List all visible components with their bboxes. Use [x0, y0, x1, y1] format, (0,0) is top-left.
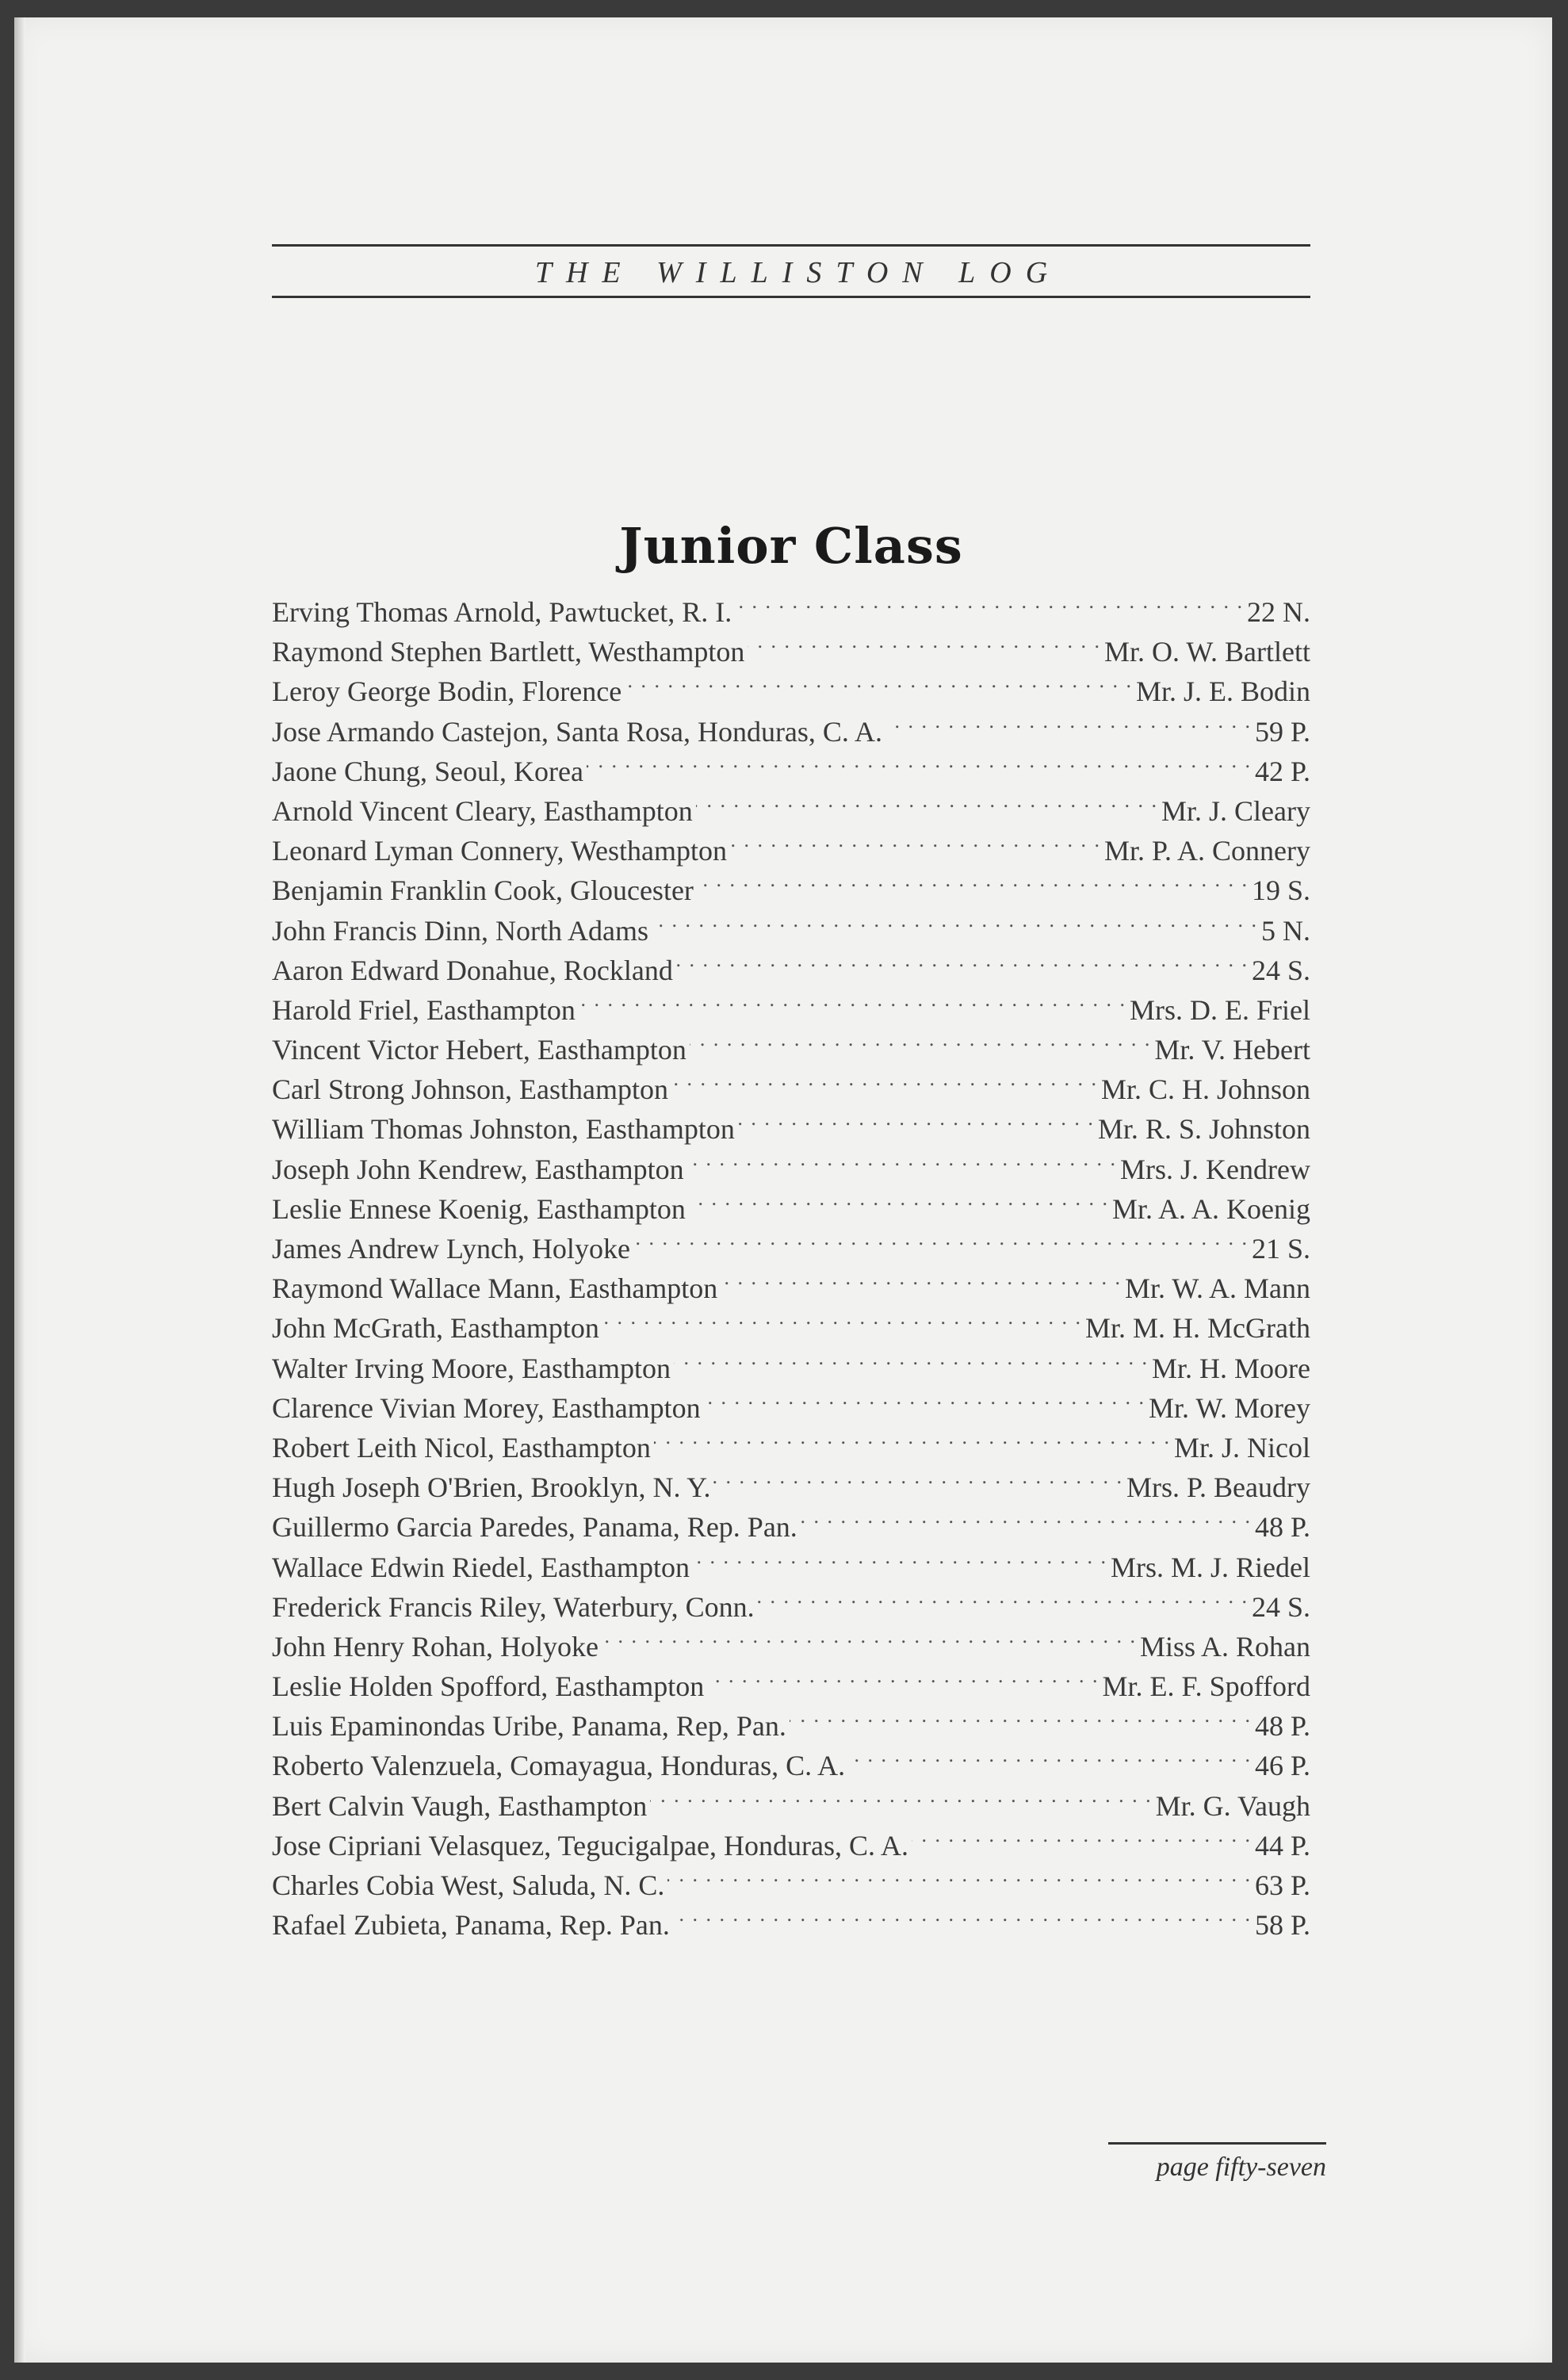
- student-name: Leonard Lyman Connery, Westhampton: [272, 835, 727, 867]
- residence: 5 N.: [1261, 914, 1310, 947]
- dot-leader: [650, 1776, 1152, 1816]
- dot-leader: [674, 1338, 1149, 1378]
- header-rule-bottom: [272, 296, 1310, 298]
- running-header: [272, 244, 1310, 298]
- residence: Mrs. D. E. Friel: [1130, 993, 1310, 1026]
- dot-leader: [697, 860, 1249, 900]
- residence: 22 N.: [1247, 596, 1310, 628]
- residence: Mr. C. H. Johnson: [1100, 1073, 1310, 1106]
- dot-leader: [696, 781, 1158, 821]
- dot-leader: [738, 1099, 1095, 1138]
- dot-leader: [673, 1895, 1252, 1934]
- student-name: Jaone Chung, Seoul, Korea: [272, 755, 583, 787]
- student-name: William Thomas Johnston, Easthampton: [272, 1113, 735, 1146]
- dot-leader: [654, 1418, 1171, 1457]
- student-name: Luis Epaminondas Uribe, Panama, Rep, Pan.: [272, 1710, 786, 1743]
- dot-leader: [885, 702, 1252, 741]
- dot-leader: [721, 1258, 1122, 1298]
- dot-leader: [707, 1656, 1099, 1696]
- student-name: Arnold Vincent Cleary, Easthampton: [272, 794, 693, 827]
- residence: Mrs. P. Beaudry: [1126, 1471, 1310, 1504]
- student-name: Jose Cipriani Velasquez, Tegucigalpae, Honduras, C. A.: [272, 1829, 908, 1862]
- dot-leader: [693, 1537, 1107, 1577]
- student-name: Robert Leith Nicol, Easthampton: [272, 1431, 651, 1464]
- student-name: Clarence Vivian Morey, Easthampton: [272, 1391, 701, 1424]
- residence: 42 P.: [1254, 755, 1310, 787]
- student-name: Erving Thomas Arnold, Pawtucket, R. I.: [272, 596, 732, 628]
- page-number: page fifty-seven: [1156, 2152, 1326, 2182]
- residence: 58 P.: [1254, 1909, 1310, 1942]
- dot-leader: [689, 1179, 1109, 1219]
- dot-leader: [690, 1020, 1151, 1059]
- student-name: Roberto Valenzuela, Comayagua, Honduras, C. A.: [272, 1750, 846, 1782]
- student-name: Raymond Wallace Mann, Easthampton: [272, 1272, 718, 1305]
- dot-leader: [790, 1696, 1252, 1735]
- residence: Mr. R. S. Johnston: [1097, 1113, 1310, 1146]
- student-name: Aaron Edward Donahue, Rockland: [272, 954, 673, 986]
- student-name: Joseph John Kendrew, Easthampton: [272, 1153, 684, 1185]
- dot-leader: [758, 1577, 1249, 1617]
- residence: Mrs. J. Kendrew: [1120, 1153, 1310, 1185]
- residence: Mr. E. F. Spofford: [1102, 1670, 1310, 1703]
- dot-leader: [652, 901, 1258, 940]
- student-name: Leslie Ennese Koenig, Easthampton: [272, 1192, 686, 1225]
- residence: Miss A. Rohan: [1139, 1630, 1310, 1663]
- student-name: Leslie Holden Spofford, Easthampton: [272, 1670, 705, 1703]
- dot-leader: [713, 1457, 1123, 1497]
- dot-leader: [602, 1617, 1137, 1656]
- residence: Mr. O. W. Bartlett: [1104, 636, 1310, 668]
- residence: Mr. J. Cleary: [1161, 794, 1310, 827]
- student-name: Hugh Joseph O'Brien, Brooklyn, N. Y.: [272, 1471, 711, 1504]
- class-roster: [272, 582, 1310, 1942]
- section-heading: Junior Class: [619, 517, 963, 575]
- residence: 63 P.: [1254, 1869, 1310, 1901]
- student-name: Rafael Zubieta, Panama, Rep. Pan.: [272, 1909, 670, 1942]
- student-name: Bert Calvin Vaugh, Easthampton: [272, 1789, 648, 1822]
- running-title: THE WILLISTON LOG: [534, 256, 1062, 289]
- dot-leader: [801, 1497, 1252, 1536]
- residence: Mr. P. A. Connery: [1103, 835, 1310, 867]
- student-name: Jose Armando Castejon, Santa Rosa, Honduras, C. A.: [272, 715, 882, 748]
- residence: 24 S.: [1251, 954, 1310, 986]
- residence: Mr. J. E. Bodin: [1135, 675, 1310, 708]
- residence: Mr. W. Morey: [1148, 1391, 1310, 1424]
- student-name: James Andrew Lynch, Holyoke: [272, 1233, 630, 1265]
- residence: Mr. M. H. McGrath: [1085, 1312, 1310, 1345]
- student-name: Walter Irving Moore, Easthampton: [272, 1352, 671, 1384]
- dot-leader: [676, 940, 1249, 980]
- dot-leader: [704, 1378, 1145, 1418]
- residence: Mr. H. Moore: [1152, 1352, 1310, 1384]
- student-name: Charles Cobia West, Saluda, N. C.: [272, 1869, 665, 1901]
- residence: Mr. J. Nicol: [1173, 1431, 1310, 1464]
- residence: 48 P.: [1254, 1710, 1310, 1743]
- dot-leader: [587, 741, 1252, 781]
- student-name: Harold Friel, Easthampton: [272, 993, 576, 1026]
- residence: Mr. A. A. Koenig: [1111, 1192, 1310, 1225]
- student-name: Benjamin Franklin Cook, Gloucester: [272, 874, 694, 907]
- residence: Mr. G. Vaugh: [1155, 1789, 1310, 1822]
- dot-leader: [735, 582, 1244, 622]
- student-name: Carl Strong Johnson, Easthampton: [272, 1073, 668, 1106]
- student-name: Guillermo Garcia Paredes, Panama, Rep. Pan.: [272, 1511, 797, 1544]
- residence: 24 S.: [1251, 1590, 1310, 1623]
- student-name: Vincent Victor Hebert, Easthampton: [272, 1034, 686, 1066]
- residence: 59 P.: [1254, 715, 1310, 748]
- residence: Mr. V. Hebert: [1154, 1034, 1310, 1066]
- student-name: John McGrath, Easthampton: [272, 1312, 599, 1345]
- residence: 19 S.: [1251, 874, 1310, 907]
- dot-leader: [730, 821, 1101, 860]
- residence: 46 P.: [1254, 1750, 1310, 1782]
- page-gutter: [14, 17, 25, 2363]
- page-footer: [1108, 2142, 1326, 2183]
- residence: 21 S.: [1251, 1233, 1310, 1265]
- dot-leader: [848, 1735, 1252, 1775]
- student-name: John Francis Dinn, North Adams: [272, 914, 648, 947]
- dot-leader: [602, 1298, 1082, 1337]
- residence: Mr. W. A. Mann: [1124, 1272, 1310, 1305]
- student-name: John Henry Rohan, Holyoke: [272, 1630, 599, 1663]
- dot-leader: [579, 980, 1126, 1020]
- dot-leader: [633, 1219, 1249, 1258]
- residence: 44 P.: [1254, 1829, 1310, 1862]
- dot-leader: [748, 622, 1101, 661]
- student-name: Frederick Francis Riley, Waterbury, Conn.: [272, 1590, 755, 1623]
- residence: Mrs. M. J. Riedel: [1111, 1551, 1310, 1583]
- residence: 48 P.: [1254, 1511, 1310, 1544]
- roster-entry: [272, 582, 1310, 628]
- dot-leader: [625, 661, 1133, 701]
- dot-leader: [667, 1855, 1252, 1895]
- dot-leader: [912, 1816, 1252, 1855]
- student-name: Raymond Stephen Bartlett, Westhampton: [272, 636, 745, 668]
- student-name: Leroy George Bodin, Florence: [272, 675, 622, 708]
- student-name: Wallace Edwin Riedel, Easthampton: [272, 1551, 690, 1583]
- dot-leader: [687, 1139, 1117, 1179]
- book-page: [14, 17, 1552, 2363]
- dot-leader: [671, 1059, 1098, 1099]
